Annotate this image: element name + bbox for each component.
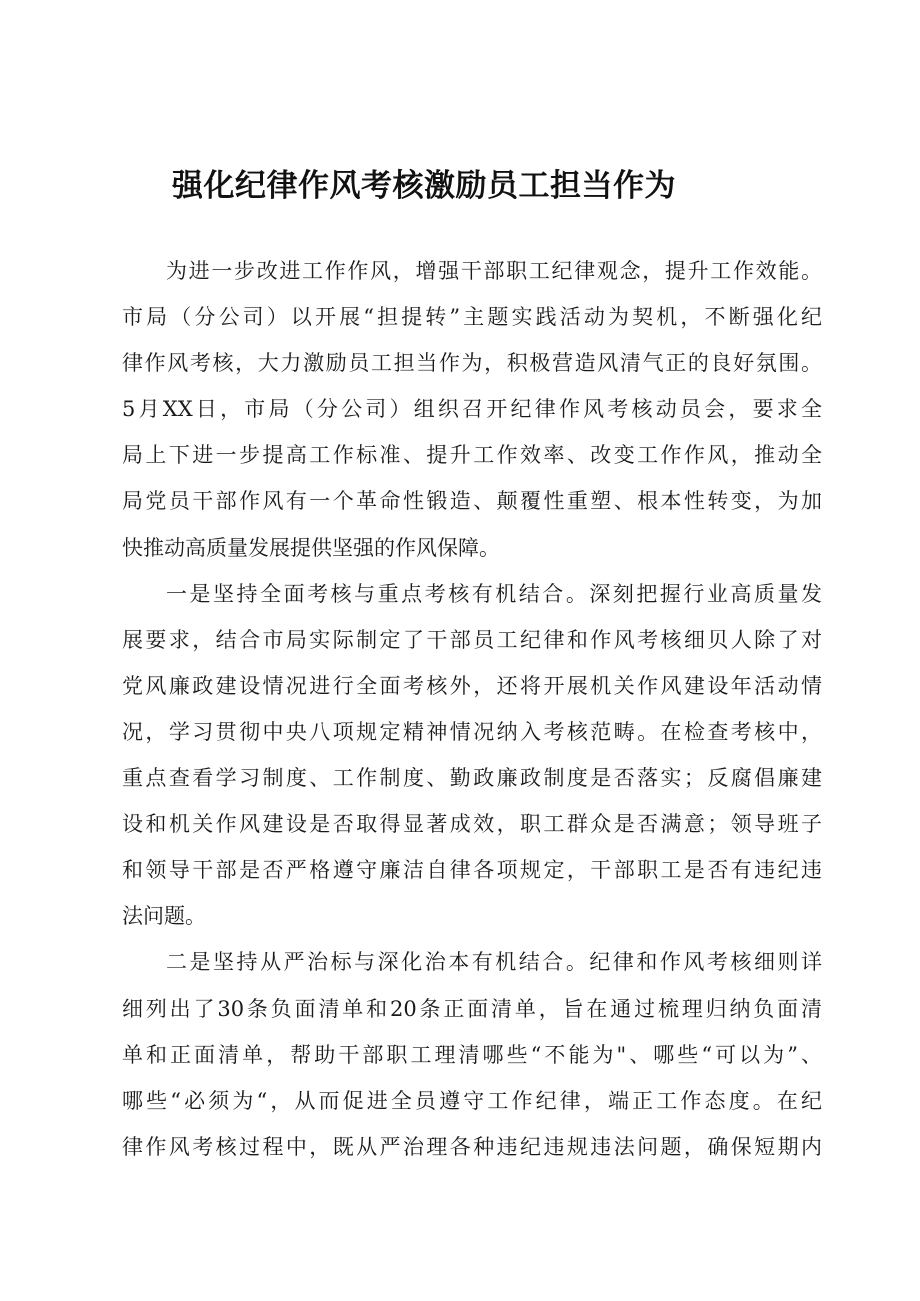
text-line: 单和正面清单，帮助干部职工理清哪些“不能为"、哪些“可以为”、 — [122, 1042, 822, 1067]
text-line: 律作风考核过程中，既从严治理各种违纪违规违法问题，确保短期内 — [122, 1134, 822, 1159]
text-line: 哪些“必须为“，从而促进全员遵守工作纪律，端正工作态度。在纪 — [122, 1088, 822, 1113]
document-body — [122, 248, 822, 1170]
text-line: 细列出了30条负面清单和20条正面清单，旨在通过梳理归纳负面清 — [122, 996, 822, 1021]
paragraph-1 — [122, 248, 822, 571]
paragraph-3 — [122, 939, 822, 1169]
text-line: 局党员干部作风有一个革命性锻造、颠覆性重塑、根本性转变，为加 — [122, 489, 822, 514]
text-line: 5月XX日，市局（分公司）组织召开纪律作风考核动员会，要求全 — [122, 397, 822, 422]
text-line: 设和机关作风建设是否取得显著成效，职工群众是否满意；领导班子 — [122, 812, 822, 837]
text-line: 一是坚持全面考核与重点考核有机结合。深刻把握行业高质量发 — [166, 581, 822, 606]
paragraph-2 — [122, 571, 822, 940]
text-line: 重点查看学习制度、工作制度、勤政廉政制度是否落实；反腐倡廉建 — [122, 766, 822, 791]
text-line: 展要求，结合市局实际制定了干部员工纪律和作风考核细贝人除了对 — [122, 627, 822, 652]
text-line: 况，学习贯彻中央八项规定精神情况纳入考核范畴。在检查考核中， — [122, 719, 822, 744]
text-line: 二是坚持从严治标与深化治本有机结合。纪律和作风考核细则详 — [166, 950, 822, 975]
text-line: 法问题。 — [122, 904, 206, 929]
text-line: 快推动高质量发展提供坚强的作风保障。 — [122, 535, 500, 560]
document-title: 强化纪律作风考核激励员工担当作为 — [172, 168, 676, 204]
text-line: 律作风考核，大力激励员工担当作为，积极营造风清气正的良好氛围。 — [122, 351, 822, 376]
text-line: 为进一步改进工作作风，增强干部职工纪律观念，提升工作效能。 — [166, 259, 822, 283]
text-line: 和领导干部是否严格遵守廉洁自律各项规定，干部职工是否有违纪违 — [122, 858, 822, 883]
text-line: 局上下进一步提高工作标准、提升工作效率、改变工作作风，推动全 — [122, 443, 822, 468]
text-line: 市局（分公司）以开展“担提转”主题实践活动为契机，不断强化纪 — [122, 305, 822, 330]
text-line: 党风廉政建设情况进行全面考核外，还将开展机关作风建设年活动情 — [122, 673, 822, 698]
